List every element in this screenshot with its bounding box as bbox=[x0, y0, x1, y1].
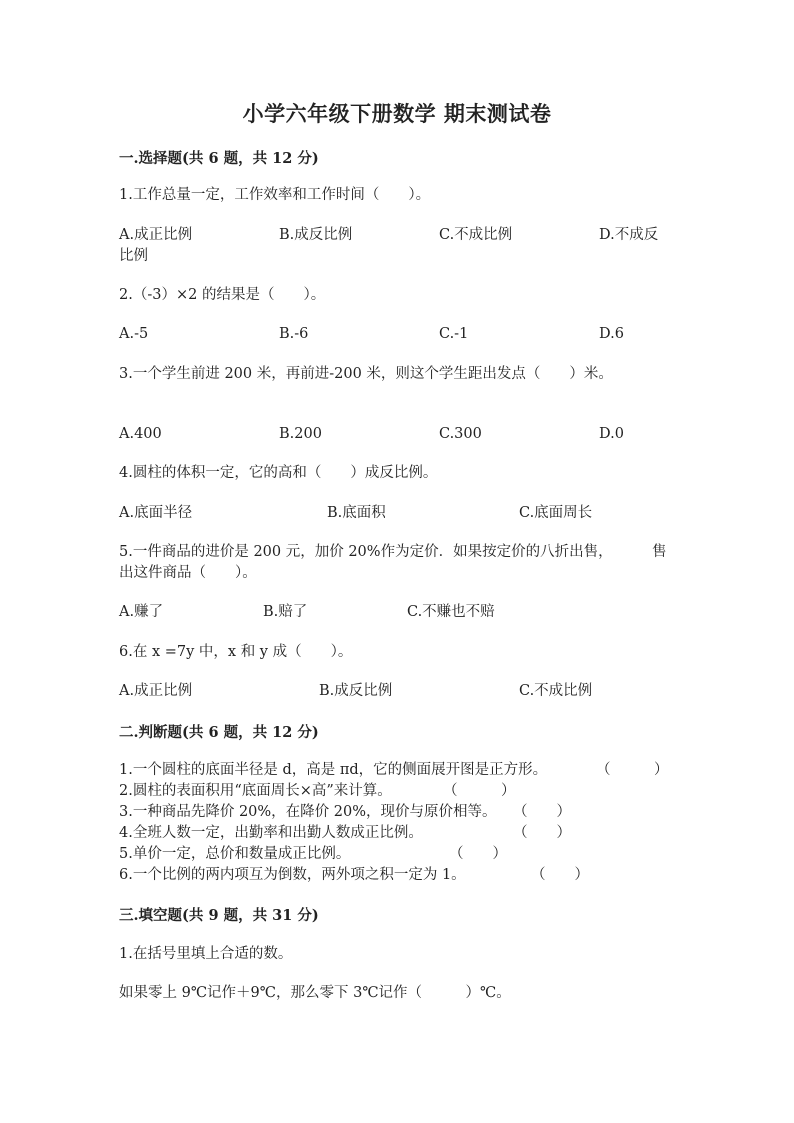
option-c: C.底面周长 bbox=[519, 505, 593, 521]
judge-item-6: 6.一个比例的两内项互为倒数，两外项之积一定为 1。 bbox=[119, 867, 466, 883]
judge-item-1: 1.一个圆柱的底面半径是 d，高是 πd，它的侧面展开图是正方形。 bbox=[119, 762, 548, 778]
option-c: C.不赚也不赔 bbox=[407, 604, 495, 620]
question-1: 1.工作总量一定，工作效率和工作时间（ ）。 bbox=[119, 187, 431, 203]
question-5-line1: 5.一件商品的进价是 200 元，加价 20%作为定价．如果按定价的八折出售， bbox=[119, 544, 613, 560]
answer-paren: （ ） bbox=[531, 867, 589, 883]
option-d: D.6 bbox=[599, 326, 624, 342]
fill-question-1: 1.在括号里填上合适的数。 bbox=[119, 946, 293, 962]
answer-paren: （ ） bbox=[596, 762, 669, 778]
judge-item-4: 4.全班人数一定，出勤率和出勤人数成正比例。 bbox=[119, 825, 423, 841]
question-6: 6.在 x =7y 中，x 和 y 成（ ）。 bbox=[119, 644, 353, 660]
option-b: B.成反比例 bbox=[279, 227, 353, 243]
question-5-line1-end: 售 bbox=[652, 544, 667, 560]
option-c: C.不成比例 bbox=[439, 227, 513, 243]
option-c: C.不成比例 bbox=[519, 683, 593, 699]
option-c: C.-1 bbox=[439, 326, 469, 342]
option-b: B.200 bbox=[279, 426, 322, 442]
option-a: A.成正比例 bbox=[119, 683, 193, 699]
option-d: D.0 bbox=[599, 426, 624, 442]
option-a: A.-5 bbox=[119, 326, 149, 342]
question-3: 3.一个学生前进 200 米，再前进-200 米，则这个学生距出发点（ ）米。 bbox=[119, 366, 613, 382]
page-title: 小学六年级下册数学 期末测试卷 bbox=[242, 101, 552, 126]
section-title-fill: 三.填空题(共 9 题，共 31 分) bbox=[119, 907, 319, 924]
answer-paren: （ ） bbox=[443, 783, 516, 799]
option-a: A.底面半径 bbox=[119, 505, 193, 521]
answer-paren: （ ） bbox=[449, 846, 507, 862]
option-b: B.-6 bbox=[279, 326, 309, 342]
option-b: B.成反比例 bbox=[319, 683, 393, 699]
judge-item-3: 3.一种商品先降价 20%，在降价 20%，现价与原价相等。 bbox=[119, 804, 497, 820]
question-4: 4.圆柱的体积一定，它的高和（ ）成反比例。 bbox=[119, 465, 438, 481]
answer-paren: （ ） bbox=[513, 804, 571, 820]
section-title-judge: 二.判断题(共 6 题，共 12 分) bbox=[119, 724, 319, 741]
option-a: A.赚了 bbox=[119, 604, 164, 620]
option-d: D.不成反 bbox=[599, 227, 659, 243]
question-2: 2.（-3）×2 的结果是（ ）。 bbox=[119, 287, 326, 303]
option-d-wrap: 比例 bbox=[119, 248, 148, 264]
judge-item-2: 2.圆柱的表面积用“底面周长×高”来计算。 bbox=[119, 783, 392, 799]
option-a: A.400 bbox=[119, 426, 162, 442]
section-title-choice: 一.选择题(共 6 题，共 12 分) bbox=[119, 150, 319, 167]
option-a: A.成正比例 bbox=[119, 227, 193, 243]
answer-paren: （ ） bbox=[513, 825, 571, 841]
option-b: B.底面积 bbox=[327, 505, 386, 521]
judge-item-5: 5.单价一定，总价和数量成正比例。 bbox=[119, 846, 351, 862]
fill-question-1-line: 如果零上 9℃记作＋9℃，那么零下 3℃记作（ ）℃。 bbox=[119, 985, 511, 1001]
question-5-line2: 出这件商品（ ）。 bbox=[119, 565, 257, 581]
option-b: B.赔了 bbox=[263, 604, 308, 620]
option-c: C.300 bbox=[439, 426, 482, 442]
